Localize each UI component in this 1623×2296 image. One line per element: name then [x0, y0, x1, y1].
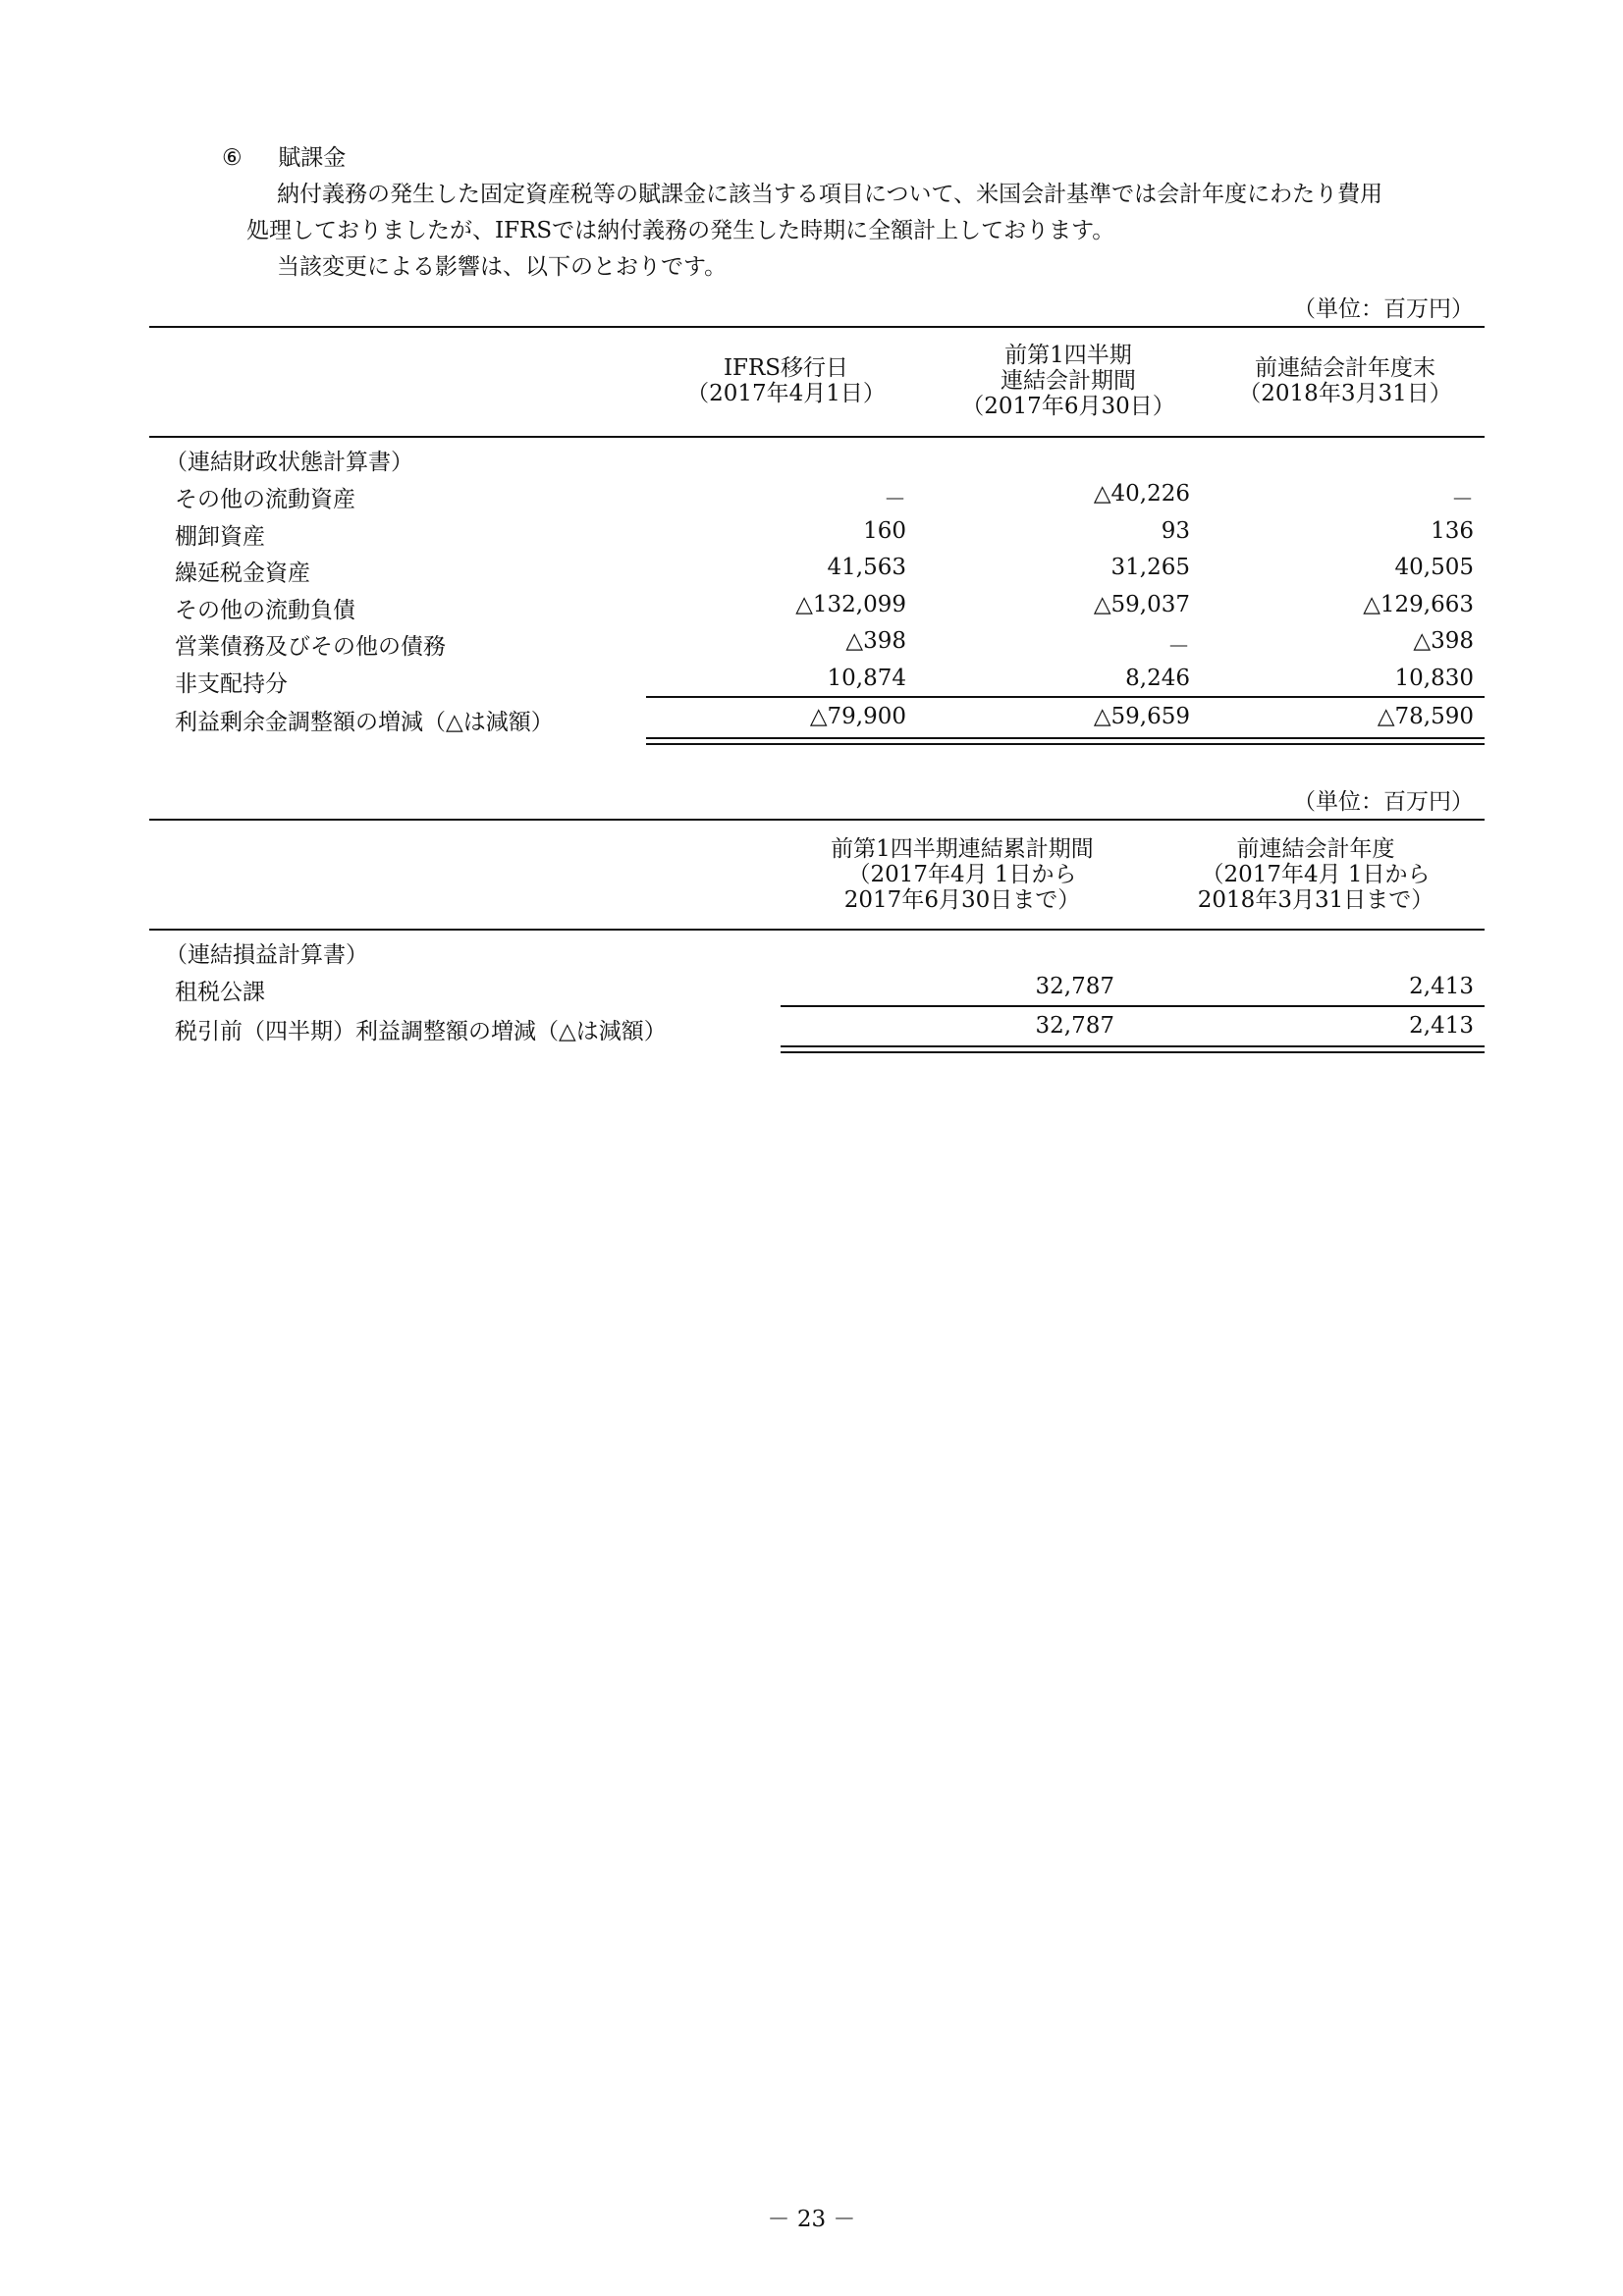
table2-double-rule — [781, 1045, 1485, 1053]
section-title: 賦課金 — [278, 145, 347, 171]
table1-total-v1: △79,900 — [809, 704, 906, 729]
table1-group-label: （連結財政状態計算書） — [165, 450, 413, 475]
table2-header-2: 前連結会計年度 （2017年4月 1日から 2018年3月31日まで） — [1197, 836, 1434, 913]
table2-total-v2: 2,413 — [1409, 1013, 1474, 1039]
table1-row-v1: △132,099 — [795, 592, 906, 617]
table1-top-rule — [149, 326, 1485, 328]
paragraph-1b: 処理しておりましたが、IFRSでは納付義務の発生した時期に全額計上しております。 — [246, 218, 1115, 243]
table1-row-v1: △398 — [845, 628, 906, 654]
table1-header-rule — [149, 436, 1485, 438]
table1-double-rule — [646, 737, 1485, 745]
table2-top-rule — [149, 819, 1485, 821]
table1-row-v1: － — [884, 487, 906, 512]
table2-row-v2: 2,413 — [1409, 974, 1474, 999]
table2-header-1: 前第1四半期連結累計期間 （2017年4月 1日から 2017年6月30日まで） — [831, 836, 1094, 913]
table1-row-label: 棚卸資産 — [175, 524, 265, 550]
table2-group-label: （連結損益計算書） — [165, 942, 368, 968]
table1-total-v3: △78,590 — [1377, 704, 1474, 729]
section-heading — [222, 139, 346, 172]
table1-total-v2: △59,659 — [1093, 704, 1190, 729]
table1-total-top-rule — [646, 696, 1485, 698]
table1-row-v2: △59,037 — [1093, 592, 1190, 617]
table1-row-v3: － — [1451, 487, 1474, 512]
paragraph-2: 当該変更による影響は、以下のとおりです。 — [277, 254, 728, 280]
table1-total-label: 利益剰余金調整額の増減（△は減額） — [175, 710, 554, 735]
table1-row-v2: 31,265 — [1110, 555, 1190, 580]
table1-row-v1: 10,874 — [827, 666, 906, 691]
table1-unit: （単位：百万円） — [1293, 296, 1474, 322]
table1-row-v2: 8,246 — [1125, 666, 1190, 691]
table1-row-label: 非支配持分 — [175, 671, 288, 697]
table1-row-v2: △40,226 — [1093, 481, 1190, 507]
table1-row-label: 繰延税金資産 — [175, 561, 310, 586]
table1-row-v1: 160 — [863, 518, 906, 544]
table2-header-rule — [149, 929, 1485, 931]
table2-row-v1: 32,787 — [1035, 974, 1114, 999]
table1-row-v3: △129,663 — [1363, 592, 1474, 617]
table2-total-top-rule — [781, 1005, 1485, 1007]
table1-header-2: 前第1四半期 連結会計期間 （2017年6月30日） — [961, 343, 1175, 419]
table1-row-v3: △398 — [1413, 628, 1474, 654]
table1-row-v3: 10,830 — [1394, 666, 1474, 691]
table1-header-1: IFRS移行日 （2017年4月1日） — [686, 355, 886, 406]
table1-row-v2: 93 — [1161, 518, 1190, 544]
table1-row-label: その他の流動負債 — [175, 598, 355, 623]
table2-unit: （単位：百万円） — [1293, 789, 1474, 815]
table1-header-3: 前連結会計年度末 （2018年3月31日） — [1238, 355, 1452, 406]
paragraph-1: 納付義務の発生した固定資産税等の賦課金に該当する項目について、米国会計基準では会計年度にわたり費用 — [277, 182, 1383, 207]
table2-total-v1: 32,787 — [1035, 1013, 1114, 1039]
table1-row-v3: 40,505 — [1394, 555, 1474, 580]
table1-row-label: その他の流動資産 — [175, 487, 355, 512]
page-number: － 23 － — [767, 2207, 856, 2232]
table2-row-label: 租税公課 — [175, 980, 265, 1005]
table1-row-label: 営業債務及びその他の債務 — [175, 634, 446, 660]
table2-total-label: 税引前（四半期）利益調整額の増減（△は減額） — [175, 1019, 667, 1044]
section-number: ⑥ — [222, 145, 243, 171]
table1-row-v1: 41,563 — [827, 555, 906, 580]
table1-row-v2: － — [1167, 634, 1190, 660]
table1-row-v3: 136 — [1431, 518, 1474, 544]
